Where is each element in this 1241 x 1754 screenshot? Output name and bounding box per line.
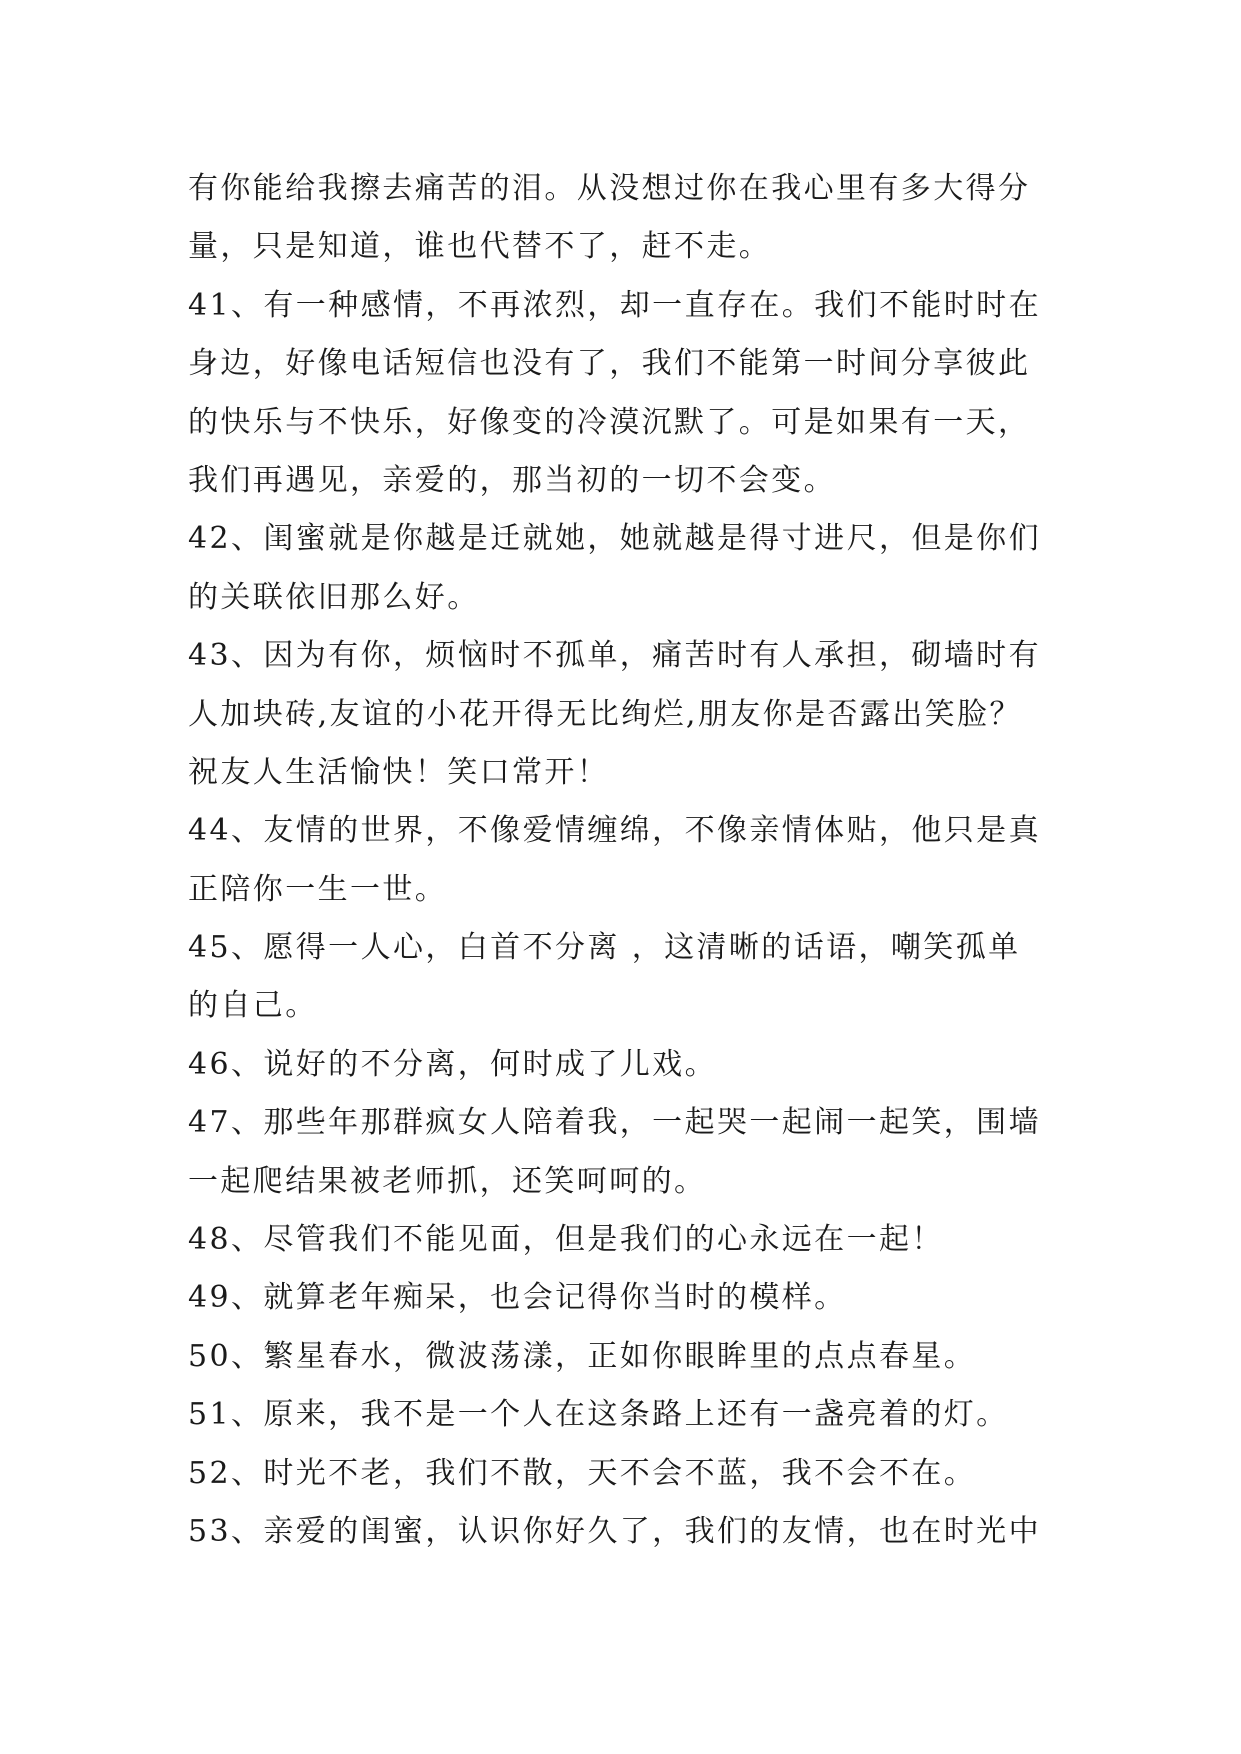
text-line: 的自己。 [188, 988, 318, 1024]
text-line: 的关联依旧那么好。 [188, 579, 480, 615]
text-line: 49、就算老年痴呆，也会记得你当时的模样。 [188, 1280, 847, 1316]
text-line: 41、有一种感情，不再浓烈，却一直存在。我们不能时时在 [188, 287, 1041, 323]
text-line: 44、友情的世界，不像爱情缠绵，不像亲情体贴，他只是真 [188, 813, 1041, 849]
text-line: 47、那些年那群疯女人陪着我，一起哭一起闹一起笑，围墙 [188, 1105, 1041, 1141]
text-line: 52、时光不老，我们不散，天不会不蓝，我不会不在。 [188, 1455, 977, 1491]
text-line: 42、闺蜜就是你越是迁就她，她就越是得寸进尺，但是你们 [188, 521, 1041, 557]
text-line: 46、说好的不分离，何时成了儿戏。 [188, 1046, 717, 1082]
text-line: 一起爬结果被老师抓，还笑呵呵的。 [188, 1163, 707, 1199]
text-line: 50、繁星春水，微波荡漾，正如你眼眸里的点点春星。 [188, 1338, 977, 1374]
text-line: 我们再遇见，亲爱的，那当初的一切不会变。 [188, 462, 836, 498]
text-line: 48、尽管我们不能见面，但是我们的心永远在一起！ [188, 1222, 944, 1258]
text-line: 的快乐与不快乐，好像变的冷漠沉默了。可是如果有一天， [188, 404, 1031, 440]
text-line: 53、亲爱的闺蜜，认识你好久了，我们的友情，也在时光中 [188, 1513, 1041, 1549]
text-line: 43、因为有你，烦恼时不孤单，痛苦时有人承担，砌墙时有 [188, 638, 1041, 674]
body-text [188, 160, 1068, 1561]
text-line: 祝友人生活愉快！笑口常开！ [188, 754, 610, 790]
text-line: 人加块砖,友谊的小花开得无比绚烂,朋友你是否露出笑脸？ [188, 696, 1022, 732]
text-line: 正陪你一生一世。 [188, 871, 448, 907]
text-line: 45、愿得一人心，白首不分离 ，这清晰的话语，嘲笑孤单 [188, 930, 1021, 966]
text-line: 量，只是知道，谁也代替不了，赶不走。 [188, 229, 772, 265]
text-line: 身边，好像电话短信也没有了，我们不能第一时间分享彼此 [188, 346, 1031, 382]
text-line: 有你能给我擦去痛苦的泪。从没想过你在我心里有多大得分 [188, 171, 1031, 206]
text-line: 51、原来，我不是一个人在这条路上还有一盏亮着的灯。 [188, 1397, 1009, 1433]
